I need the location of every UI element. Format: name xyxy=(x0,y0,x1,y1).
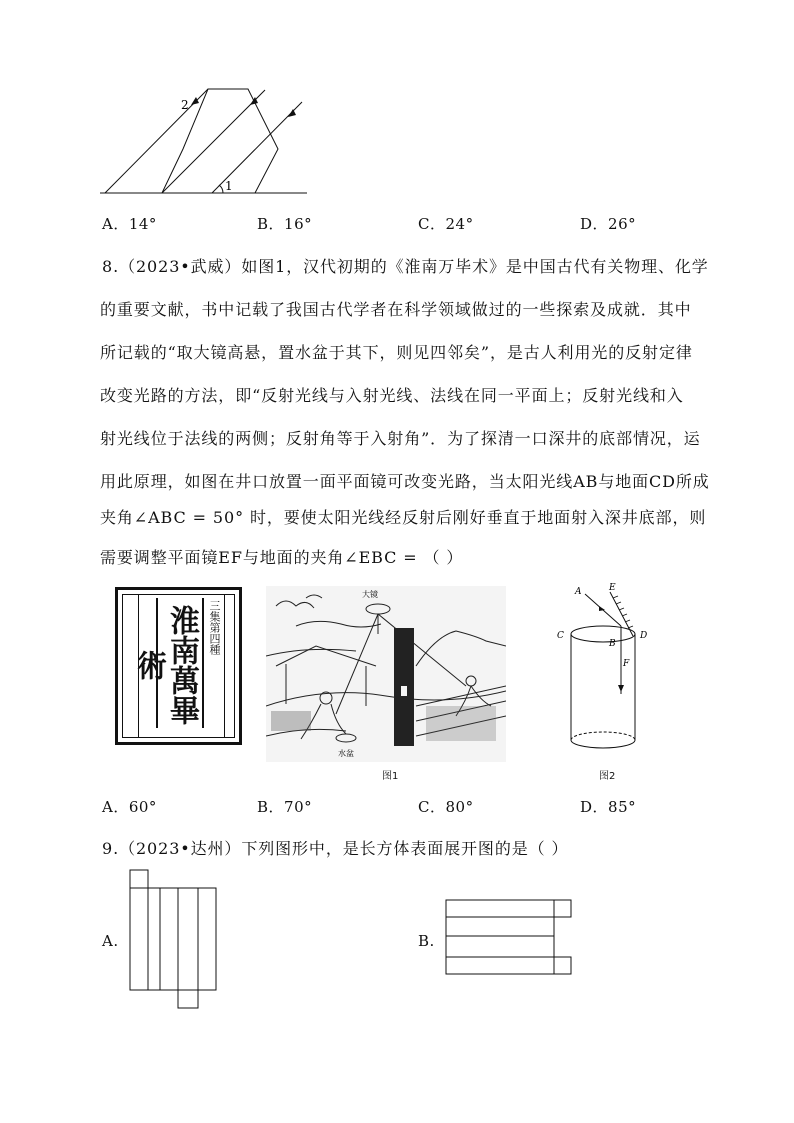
q7-choice-b[interactable]: B．16° xyxy=(257,215,313,233)
q8-choice-a[interactable]: A．60° xyxy=(102,798,157,816)
fig2-label-c: C xyxy=(557,631,564,641)
q8-line-2: 的重要文献，书中记载了我国古代学者在科学领域做过的一些探索及成就．其中 xyxy=(100,300,692,319)
q8-line-6: 用此原理，如图在井口放置一面平面镜可改变光路，当太阳光线AB与地面CD所成 xyxy=(100,472,710,491)
label-mirror: 大镜 xyxy=(362,590,378,599)
q8-choice-b[interactable]: B．70° xyxy=(257,798,313,816)
fig2-caption: 图2 xyxy=(599,771,616,782)
book-subtitle: 三集第四種 xyxy=(208,600,221,655)
q8-line-5: 射光线位于法线的两侧；反射角等于入射角”．为了探清一口深井的底部情况，运 xyxy=(100,429,701,448)
q8-line-4: 改变光路的方法，即“反射光线与入射光线、法线在同一平面上；反射光线和入 xyxy=(100,386,684,405)
q7-choice-d[interactable]: D．26° xyxy=(580,215,637,233)
q9-option-a-figure[interactable] xyxy=(128,868,218,1010)
fig2-label-e: E xyxy=(609,583,616,593)
book-title: 淮南萬畢術 xyxy=(131,605,199,725)
fig2-label-f: F xyxy=(623,659,630,669)
q9-option-b-label[interactable]: B. xyxy=(418,932,435,950)
q7-choice-a[interactable]: A．14° xyxy=(102,215,157,233)
q8-line-7: 夹角∠ABC = 50° 时，要使太阳光线经反射后刚好垂直于地面射入深井底部，则 xyxy=(100,508,707,527)
q8-figure2 xyxy=(553,582,663,762)
q7-choice-c[interactable]: C．24° xyxy=(418,215,474,233)
q7-angle2-label: 2 xyxy=(181,98,189,112)
label-basin: 水盆 xyxy=(338,749,354,758)
q8-line-3: 所记载的“取大镜高悬，置水盆于其下，则见四邻矣”，是古人利用光的反射定律 xyxy=(100,343,693,362)
q9-option-b-figure[interactable] xyxy=(444,898,574,978)
illustration-image xyxy=(266,586,506,762)
q7-figure xyxy=(95,80,315,200)
q8-line-8: 需要调整平面镜EF与地面的夹角∠EBC = （ ） xyxy=(100,548,464,567)
book-cover-image xyxy=(115,587,242,745)
q8-choice-d[interactable]: D．85° xyxy=(580,798,637,816)
fig1-caption: 图1 xyxy=(382,771,399,782)
fig2-label-b: B xyxy=(609,639,616,649)
fig2-label-d: D xyxy=(640,631,648,641)
q9-question: 9.（2023•达州）下列图形中，是长方体表面展开图的是（ ） xyxy=(102,839,569,858)
q9-option-a-label[interactable]: A. xyxy=(102,932,119,950)
fig2-label-a: A xyxy=(575,587,582,597)
q8-choice-c[interactable]: C．80° xyxy=(418,798,474,816)
q8-line-1: 8.（2023•武威）如图1，汉代初期的《淮南万毕术》是中国古代有关物理、化学 xyxy=(102,257,709,276)
q7-angle1-label: 1 xyxy=(225,179,233,193)
